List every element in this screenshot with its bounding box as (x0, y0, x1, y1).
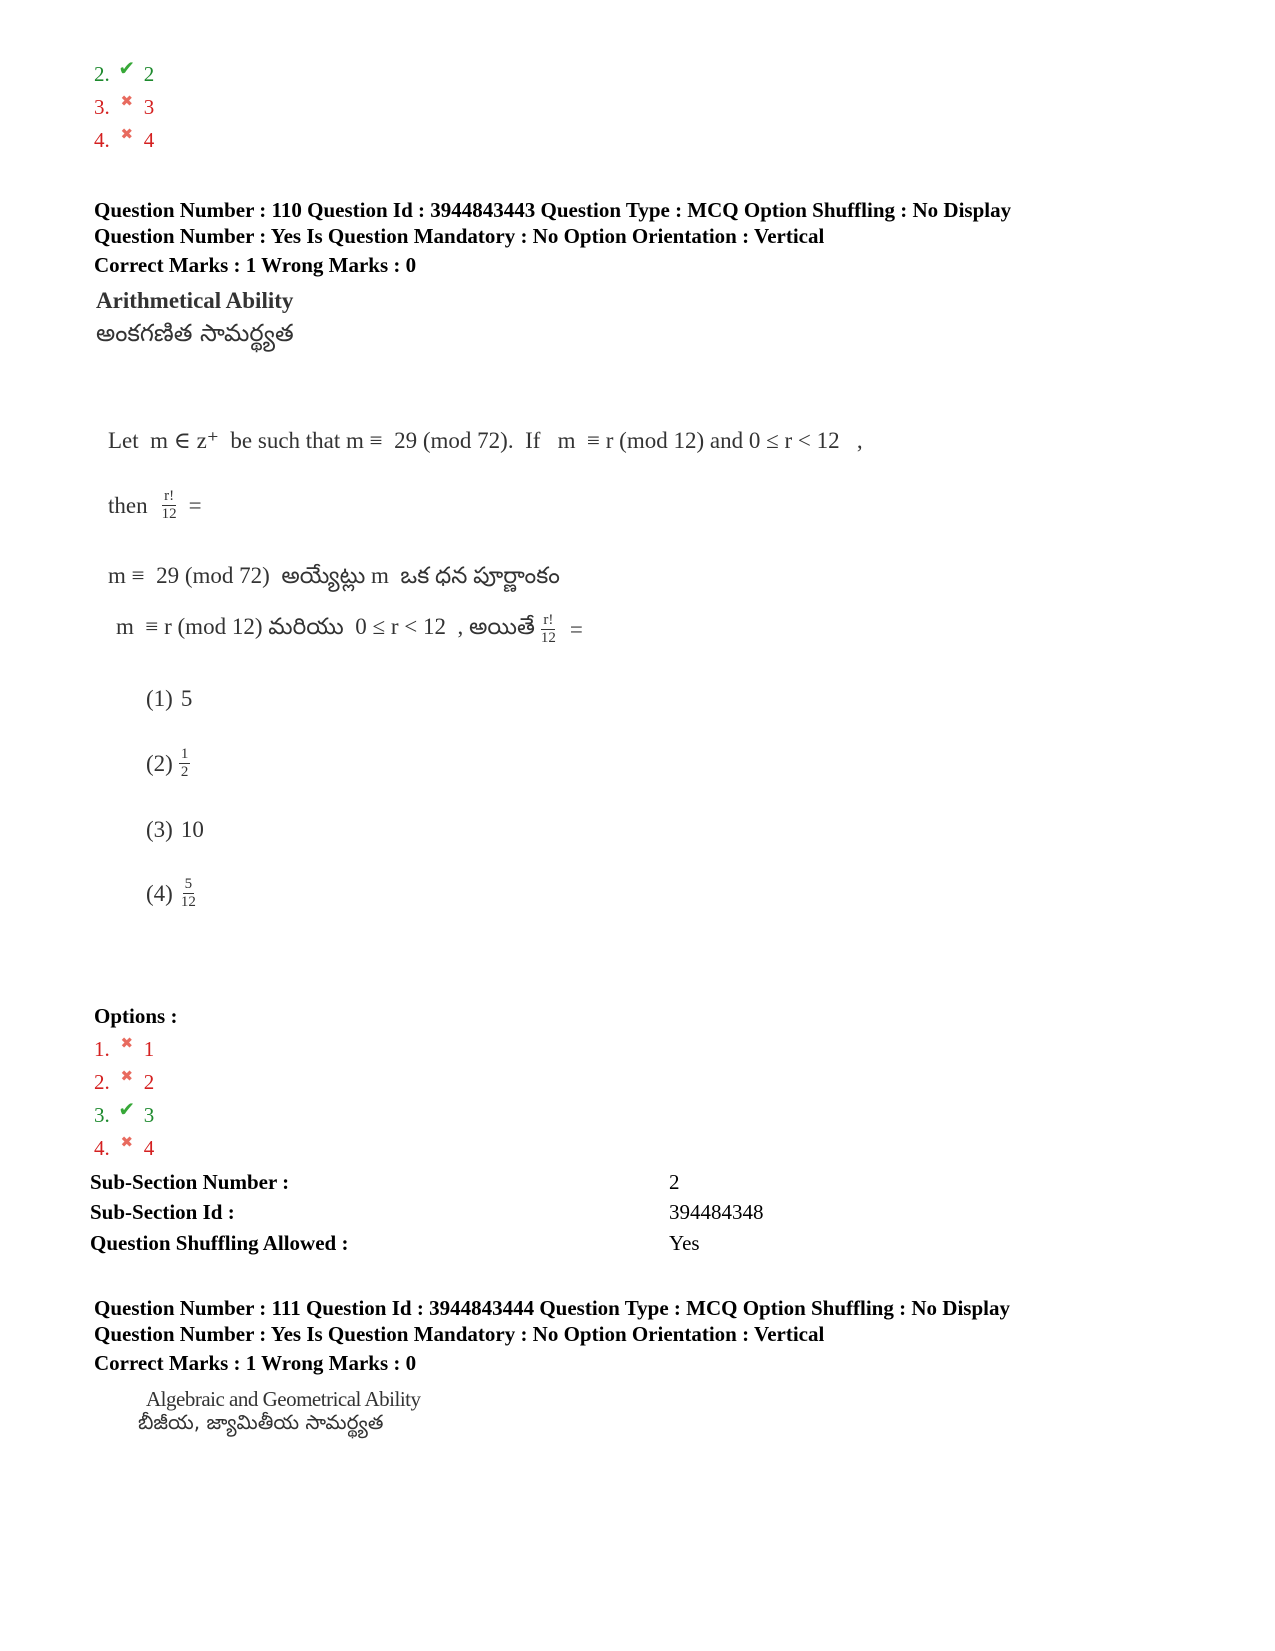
fraction (539, 612, 558, 647)
choice-label: (4) (146, 880, 173, 906)
fraction-numerator: 1 (180, 746, 189, 762)
subsection-number-value: 2 (669, 1170, 680, 1194)
option-number: 3. (94, 95, 110, 119)
choice-4 (146, 876, 202, 911)
subject-heading-telugu: అంకగణిత సామర్థ్యత (96, 319, 294, 347)
question-line-3-telugu: m ≡ 29 (mod 72) అయ్యేట్లు m ఒక ధన పూర్ణాంకం (108, 563, 560, 588)
question-line-2 (108, 488, 202, 523)
option-value: 1 (143, 1037, 155, 1061)
choice-value: 5 (180, 686, 193, 711)
cross-icon: ✖ (120, 1034, 134, 1052)
options-label: Options : (94, 1004, 178, 1028)
subject-heading-english: Arithmetical Ability (96, 288, 294, 313)
question-meta-line1: Question Number : 110 Question Id : 3944843443 Question Type : MCQ Option Shuffling : No Display (94, 198, 1012, 222)
option-item (94, 124, 154, 157)
fraction (179, 876, 198, 911)
check-icon: ✔ (118, 1097, 136, 1121)
choice-label: (1) (146, 686, 173, 711)
question-meta-line1: Question Number : 111 Question Id : 3944843444 Question Type : MCQ Option Shuffling : No Display (94, 1296, 1010, 1320)
cross-icon: ✖ (120, 1067, 134, 1085)
choice-label: (3) (146, 817, 173, 842)
question-line-1: Let m ∈ z⁺ be such that m ≡ 29 (mod 72). If m ≡ r (mod 12) and 0 ≤ r < 12 , (108, 428, 863, 453)
question-meta-line2: Question Number : Yes Is Question Mandatory : No Option Orientation : Vertical (94, 1322, 825, 1346)
question-shuffling-label: Question Shuffling Allowed : (90, 1231, 349, 1255)
question-line-4-prefix: m ≡ r (mod 12) మరియు 0 ≤ r < 12 , అయితే (116, 613, 535, 639)
cross-icon: ✖ (120, 1133, 134, 1151)
option-value: 2 (143, 1070, 155, 1094)
option-number: 4. (94, 128, 110, 152)
option-value: 3 (143, 1103, 155, 1127)
question-110-marks: Correct Marks : 1 Wrong Marks : 0 (94, 253, 417, 277)
fraction-denominator: 12 (161, 506, 177, 522)
choice-label: (2) (146, 750, 173, 776)
option-value: 3 (143, 95, 155, 119)
question-111-marks: Correct Marks : 1 Wrong Marks : 0 (94, 1351, 417, 1375)
option-number: 2. (94, 1070, 110, 1094)
option-number: 3. (94, 1103, 110, 1127)
subject-heading-english: Algebraic and Geometrical Ability (146, 1387, 421, 1411)
choice-1 (146, 686, 192, 712)
options-list (94, 1033, 154, 1165)
fraction-numerator: r! (543, 612, 554, 628)
option-number: 2. (94, 62, 110, 86)
option-value: 4 (143, 1136, 155, 1160)
question-line-4-telugu (116, 612, 583, 647)
equals-sign: = (569, 616, 583, 642)
subsection-id-label: Sub-Section Id : (90, 1200, 235, 1224)
option-value: 4 (143, 128, 155, 152)
choice-value: 10 (180, 817, 204, 842)
option-item (94, 1132, 154, 1165)
equals-sign: = (188, 492, 202, 518)
cross-icon: ✖ (120, 125, 134, 143)
fraction (160, 488, 179, 523)
question-shuffling-value: Yes (669, 1231, 700, 1255)
option-value: 2 (143, 62, 155, 86)
fraction-numerator: 5 (184, 876, 193, 892)
question-meta-line2: Question Number : Yes Is Question Mandatory : No Option Orientation : Vertical (94, 224, 825, 248)
subject-heading-telugu: బీజీయ, జ్యామితీయ సామర్థ్యత (138, 1410, 384, 1434)
question-110-meta (94, 197, 1011, 249)
previous-options-list (94, 58, 154, 157)
option-number: 1. (94, 1037, 110, 1061)
choice-2 (146, 746, 194, 781)
fraction (179, 746, 191, 781)
cross-icon: ✖ (120, 92, 134, 110)
check-icon: ✔ (118, 56, 136, 80)
choice-3 (146, 817, 204, 843)
fraction-denominator: 2 (180, 764, 189, 780)
fraction-numerator: r! (164, 488, 175, 504)
option-number: 4. (94, 1136, 110, 1160)
fraction-denominator: 12 (540, 630, 556, 646)
subsection-id-value: 394484348 (669, 1200, 764, 1224)
subsection-number-label: Sub-Section Number : (90, 1170, 290, 1194)
fraction-denominator: 12 (180, 894, 196, 910)
question-line-2-prefix: then (108, 492, 148, 518)
question-111-meta (94, 1295, 1010, 1347)
